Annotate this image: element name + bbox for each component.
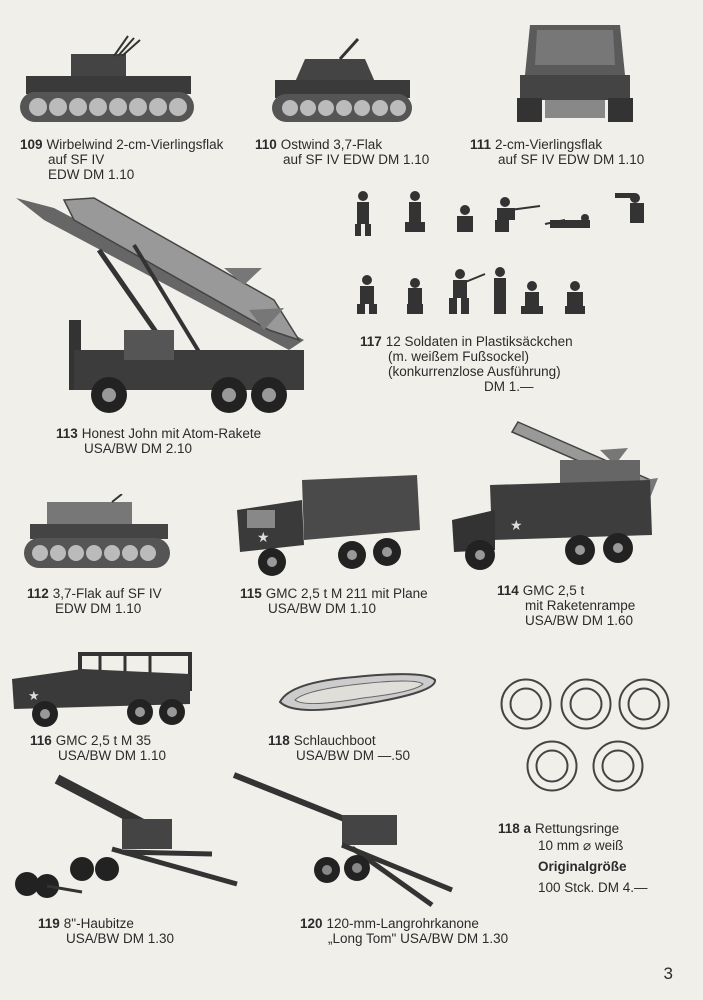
caption-120 (300, 916, 508, 946)
item-price: USA/BW DM —.50 (296, 748, 411, 763)
item-number: 120 (300, 916, 323, 931)
item-price: DM 1.— (484, 379, 534, 394)
item-detail: 10 mm ⌀ weiß (538, 838, 624, 853)
item-price: EDW DM 1.10 (55, 601, 142, 616)
item-price: EDW DM 1.10 (48, 167, 135, 182)
soldiers-figures-image (345, 188, 665, 323)
caption-115 (240, 586, 428, 616)
gmc-truck-canvas-image (232, 470, 422, 580)
item-title: GMC 2,5 t M 211 mit Plane (265, 586, 428, 601)
caption-113 (56, 426, 261, 456)
svg-text:★: ★ (28, 689, 40, 704)
item-price: USA/BW DM 1.10 (268, 601, 377, 616)
item-title: Honest John mit Atom-Rakete (81, 426, 262, 441)
item-price: „Long Tom" USA/BW DM 1.30 (328, 931, 509, 946)
caption-109 (20, 137, 223, 182)
item-detail: (m. weißem Fußsockel) (388, 349, 530, 364)
item-price: 100 Stck. DM 4.— (538, 880, 648, 895)
caption-111 (470, 137, 644, 167)
honest-john-rocket-launcher-image (14, 190, 314, 420)
long-tom-cannon-image (232, 770, 457, 915)
gmc-truck-rocket-ramp-image (450, 420, 665, 580)
item-detail: auf SF IV (48, 152, 105, 167)
caption-118a (498, 820, 648, 896)
item-title: GMC 2,5 t (522, 583, 585, 598)
item-title: 2-cm-Vierlingsflak (495, 137, 603, 152)
item-title: Rettungsringe (535, 821, 620, 836)
item-number: 113 (56, 426, 78, 441)
item-number: 111 (470, 137, 492, 152)
item-price: auf SF IV EDW DM 1.10 (498, 152, 645, 167)
caption-116 (30, 733, 166, 763)
item-price: USA/BW DM 1.10 (58, 748, 167, 763)
tank-vierlingsflak-image (515, 20, 635, 125)
item-number: 110 (255, 137, 277, 152)
item-title: 12 Soldaten in Plastiksäckchen (385, 334, 573, 349)
tank-wirbelwind-image (16, 34, 196, 129)
item-title: GMC 2,5 t M 35 (55, 733, 152, 748)
item-number: 118 (268, 733, 290, 748)
item-note: Originalgröße (538, 859, 627, 874)
item-price: USA/BW DM 1.60 (525, 613, 634, 628)
caption-119 (38, 916, 174, 946)
item-title: 120-mm-Langrohrkanone (326, 916, 479, 931)
page-number: 3 (663, 964, 673, 983)
svg-text:★: ★ (510, 518, 523, 534)
item-number: 112 (27, 586, 49, 601)
item-price: USA/BW DM 1.30 (66, 931, 175, 946)
item-number: 115 (240, 586, 262, 601)
item-number: 109 (20, 137, 43, 152)
item-title: Ostwind 3,7-Flak (280, 137, 383, 152)
item-number: 118 a (498, 821, 532, 836)
inflatable-boat-image (275, 662, 440, 722)
caption-117 (360, 334, 573, 394)
item-title: 8"-Haubitze (63, 916, 134, 931)
item-number: 117 (360, 334, 382, 349)
item-title: 3,7-Flak auf SF IV (52, 586, 162, 601)
item-detail: mit Raketenrampe (525, 598, 636, 613)
tank-ostwind-image (270, 34, 415, 129)
caption-110 (255, 137, 429, 167)
svg-text:★: ★ (257, 530, 270, 546)
tank-flak-image (22, 494, 172, 574)
caption-112 (27, 586, 162, 616)
howitzer-image (12, 774, 242, 909)
gmc-truck-m35-image (10, 634, 195, 729)
item-price: USA/BW DM 2.10 (84, 441, 193, 456)
life-rings-image (498, 676, 670, 796)
item-title: Schlauchboot (293, 733, 376, 748)
caption-114 (497, 583, 635, 628)
item-detail: (konkurrenzlose Ausführung) (388, 364, 561, 379)
item-number: 116 (30, 733, 52, 748)
item-price: auf SF IV EDW DM 1.10 (283, 152, 430, 167)
item-number: 119 (38, 916, 60, 931)
item-title: Wirbelwind 2-cm-Vierlingsflak (46, 137, 224, 152)
caption-118 (268, 733, 410, 763)
item-number: 114 (497, 583, 519, 598)
